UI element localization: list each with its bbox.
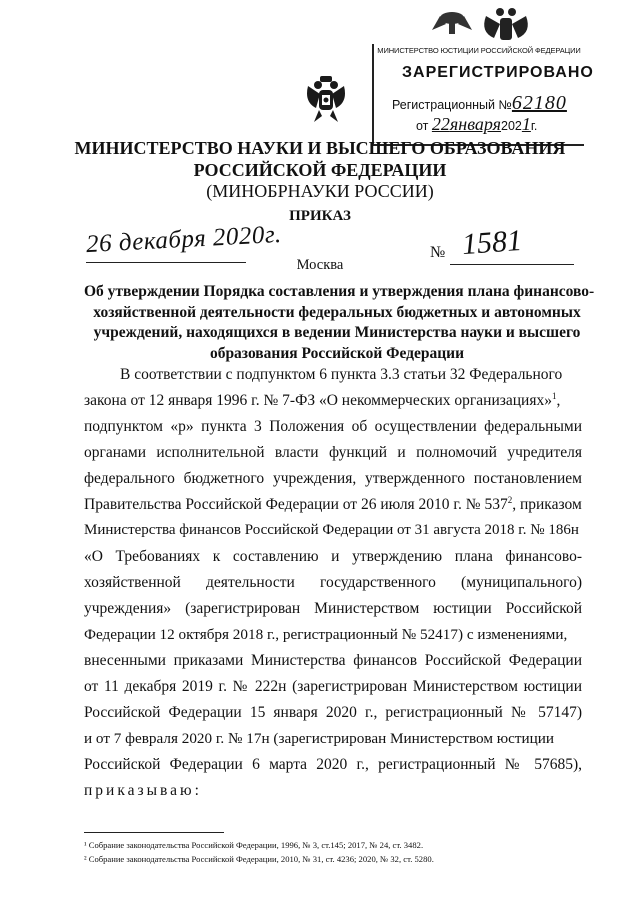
body-line: В соответствии с подпунктом 6 пункта 3.3 статьи 32 Федерального	[120, 366, 563, 383]
footnote-ref: 2	[507, 494, 513, 505]
footnote: ² Собрание законодательства Российской Федерации, 2010, № 31, ст. 4236; 2020, № 32, ст. 5280.	[84, 854, 434, 864]
eagle-emblem-icon	[484, 8, 528, 40]
ministry-title-line2: РОССИЙСКОЙ ФЕДЕРАЦИИ	[193, 160, 447, 180]
document-type: ПРИКАЗ	[289, 208, 351, 224]
body-line: Российской Федерации 15 января 2020 г., регистрационный № 57147)	[84, 704, 582, 721]
stamp-emblems	[402, 4, 542, 46]
body-line: органами исполнительной власти функций и полномочий учредителя	[84, 444, 582, 461]
stamp-reg-number: 62180	[511, 92, 567, 114]
body-text: ,	[556, 392, 561, 409]
small-eagle-icon	[432, 12, 472, 34]
subject-line: хозяйственной деятельности федеральных бюджетных и автономных	[93, 303, 581, 321]
stamp-date-line	[416, 114, 537, 135]
body-line: внесенными приказами Министерства финансов Российской Федерации	[84, 652, 582, 669]
body-text: Правительства Российской Федерации от 26 июля 2010 г. № 537	[84, 496, 508, 513]
order-number-label: №	[430, 244, 446, 261]
stamp-reg-line	[392, 92, 567, 115]
coat-of-arms-icon	[306, 76, 346, 124]
body-text: , приказом	[512, 496, 582, 513]
stamp-date-month: января	[449, 114, 502, 134]
stamp-registered: ЗАРЕГИСТРИРОВАНО	[402, 64, 594, 81]
body-line	[84, 392, 582, 410]
footnote: ¹ Собрание законодательства Российской Федерации, 1996, № 3, ст.145; 2017, № 24, ст. 3482.	[84, 840, 424, 850]
subject-line: учреждений, находящихся в ведении Министерства науки и высшего	[93, 324, 581, 341]
order-number: 1581	[460, 223, 524, 262]
order-subject	[84, 282, 595, 364]
subject-line: образования Российской Федерации	[209, 344, 465, 362]
body-line: и от 7 февраля 2020 г. № 17н (зарегистрирован Министерством юстиции	[84, 730, 554, 747]
body-line: Российской Федерации 6 марта 2020 г., регистрационный № 57685),	[84, 756, 582, 773]
body-line: Федерации 12 октября 2018 г., регистрационный № 52417) с изменениями,	[84, 626, 568, 643]
body-line: федерального бюджетного учреждения, утвержденного постановлением	[84, 470, 582, 487]
footnote-ref: 1	[551, 390, 557, 401]
body-line: подпунктом «р» пункта 3 Положения об осуществлении федеральными	[84, 418, 582, 435]
body-line: учреждения» (зарегистрирован Министерством юстиции Российской	[84, 600, 582, 617]
body-line-ordering: приказываю:	[84, 782, 202, 799]
body-line	[84, 496, 582, 514]
stamp-reg-label: Регистрационный №	[392, 98, 512, 112]
footnote-separator	[84, 832, 224, 833]
stamp-date-end: г.	[530, 119, 538, 133]
body-line: от 11 декабря 2019 г. № 222н (зарегистрирован Министерством юстиции	[84, 678, 582, 695]
ministry-title-line1: МИНИСТЕРСТВО НАУКИ И ВЫСШЕГО ОБРАЗОВАНИЯ	[74, 138, 566, 158]
body-line: Министерства финансов Российской Федерации от 31 августа 2018 г. № 186н	[84, 522, 579, 538]
body-line: хозяйственной деятельности государственного (муниципального)	[84, 574, 582, 591]
stamp-date-prefix: от	[416, 119, 429, 133]
city: Москва	[296, 257, 344, 273]
registration-stamp	[372, 0, 594, 148]
stamp-date-day: 22	[431, 114, 450, 134]
subject-line: Об утверждении Порядка составления и утверждения плана финансово-	[84, 283, 595, 300]
ministry-short-name: (МИНОБРНАУКИ РОССИИ)	[206, 181, 434, 201]
body-line: «О Требованиях к составлению и утверждению плана финансово-	[84, 548, 582, 565]
stamp-ministry: МИНИСТЕРСТВО ЮСТИЦИИ РОССИЙСКОЙ ФЕДЕРАЦИИ	[377, 46, 581, 55]
body-text: закона от 12 января 1996 г. № 7-ФЗ «О некоммерческих организациях»	[84, 392, 552, 409]
stamp-date-year-suffix: 1	[521, 114, 531, 134]
signing-date: 26 декабря 2020г.	[85, 220, 283, 259]
stamp-date-year-prefix: 202	[501, 119, 522, 133]
